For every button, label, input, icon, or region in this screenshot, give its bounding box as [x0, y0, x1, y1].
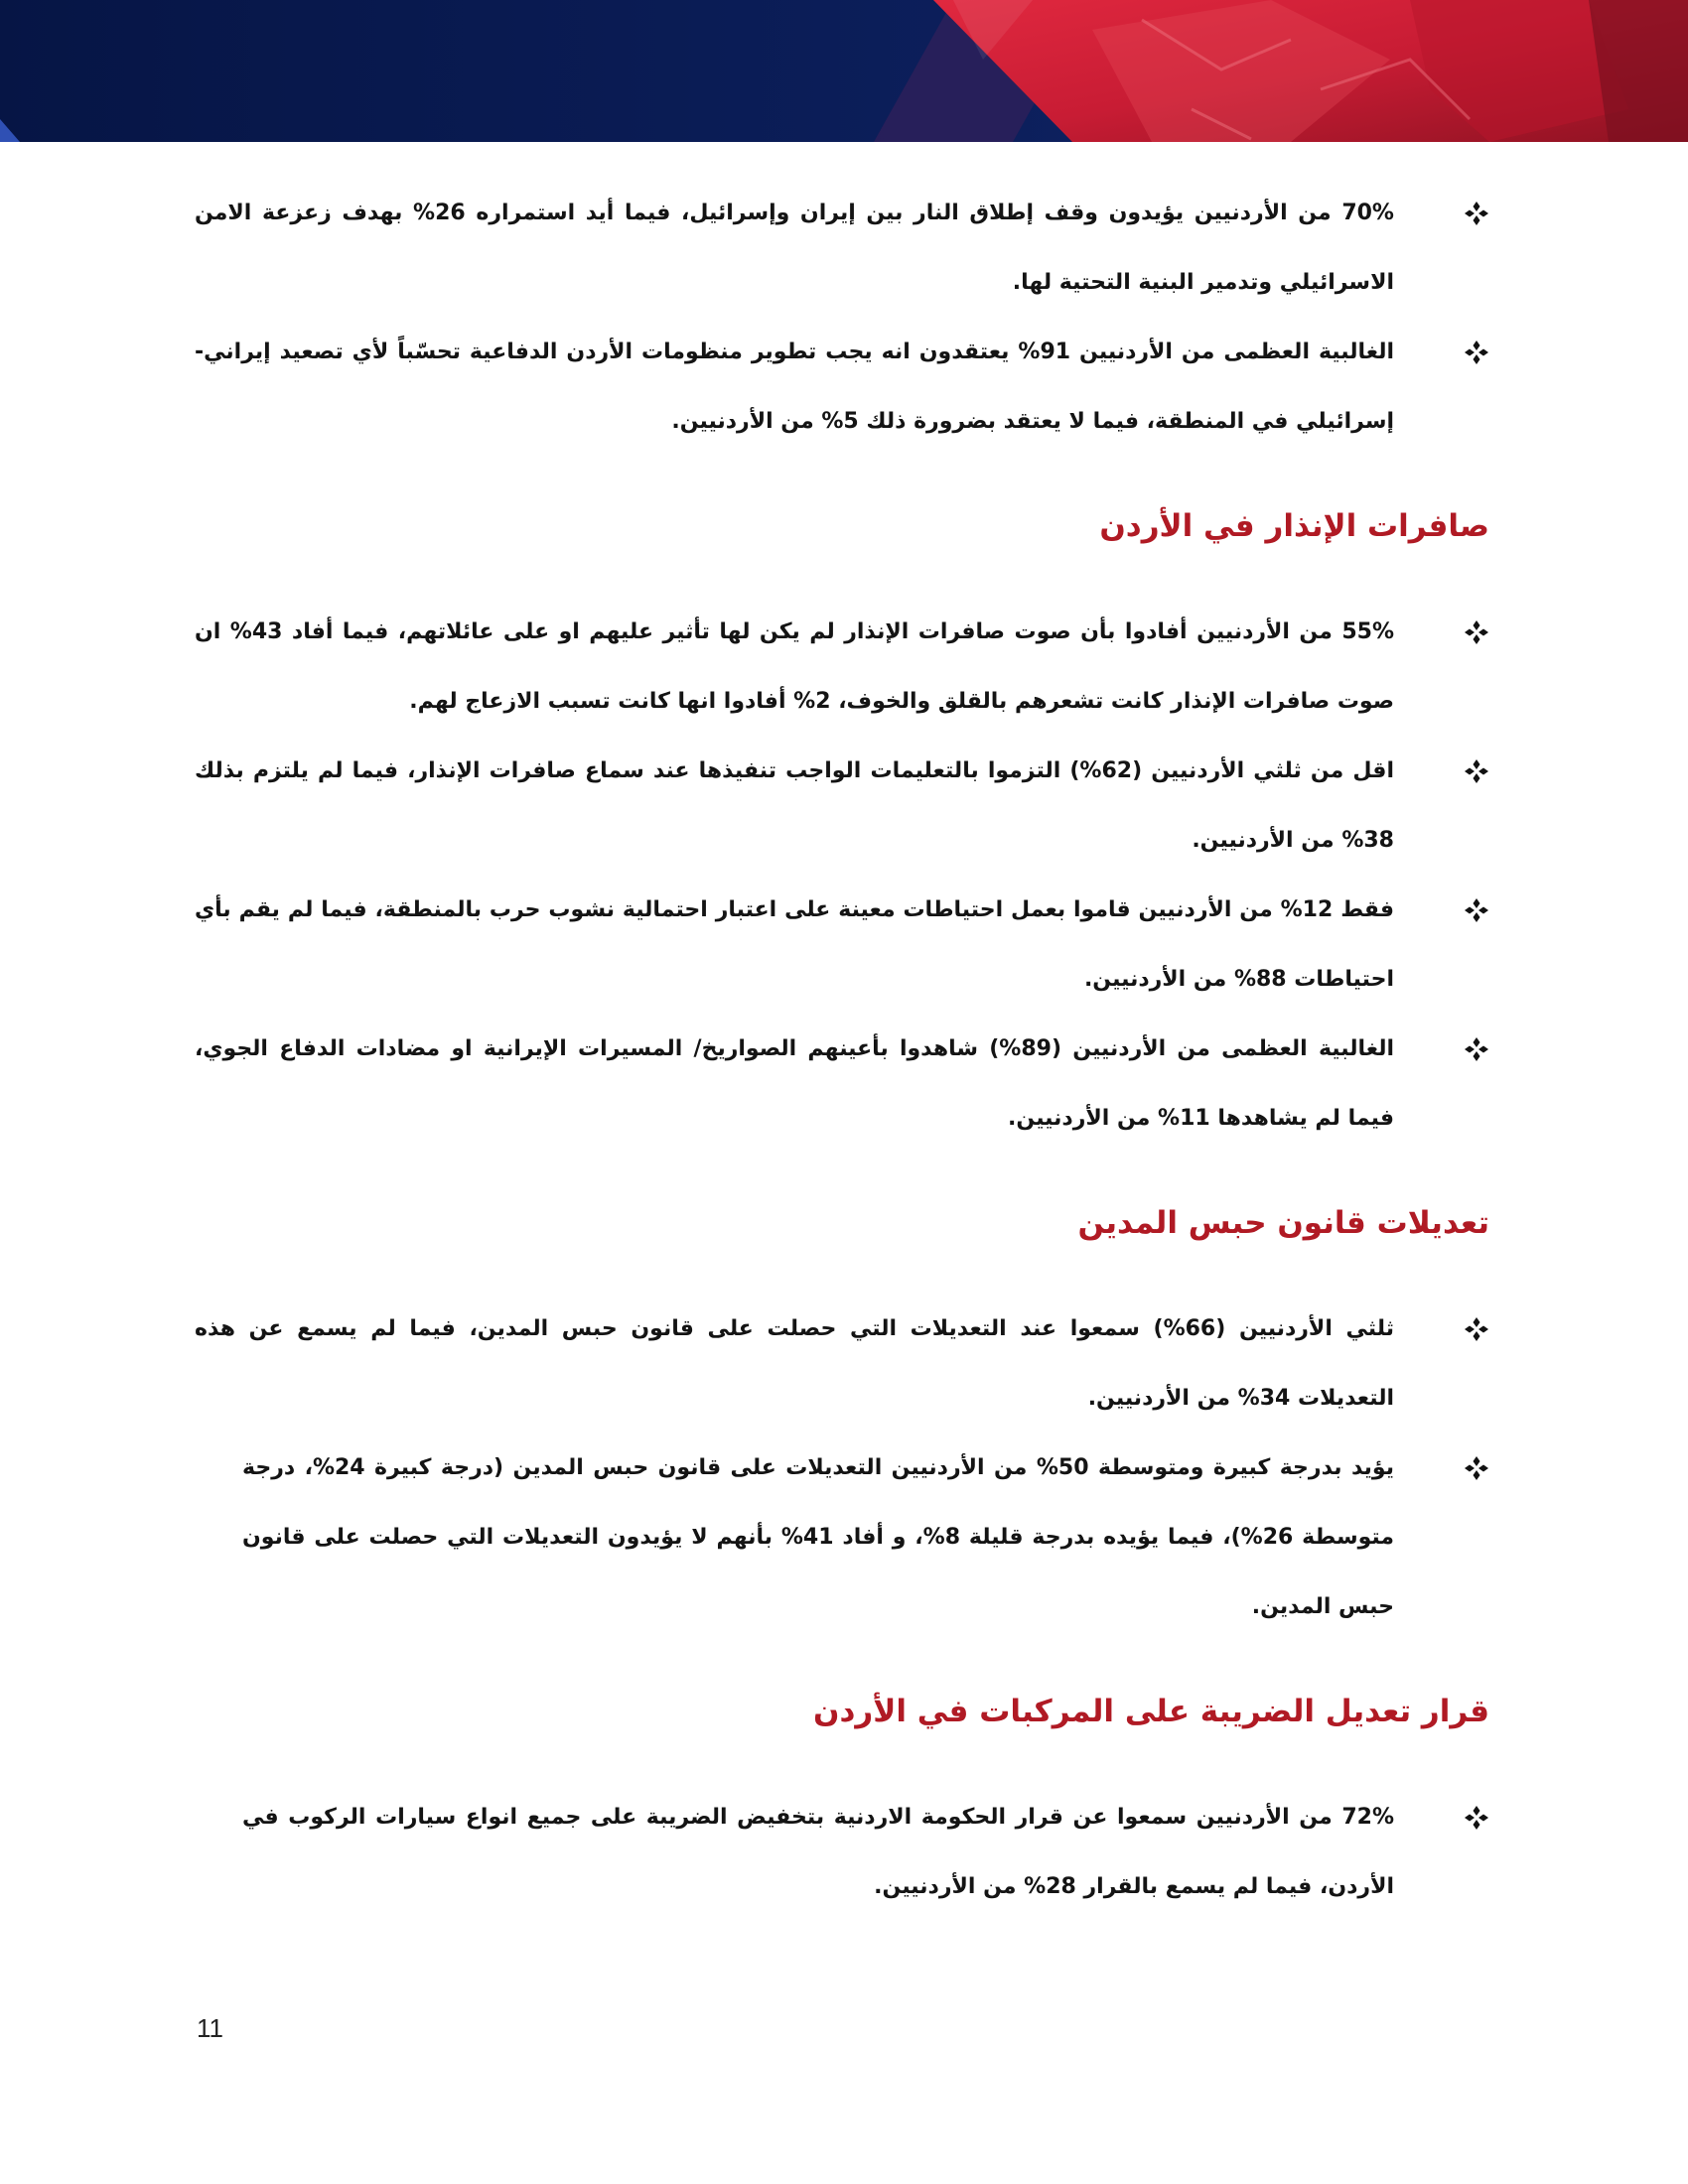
section-heading: تعديلات قانون حبس المدين [1077, 1205, 1489, 1241]
section-sirens [195, 496, 1489, 1154]
list-item-text: 55% من الأردنيين أفادوا بأن صوت صافرات الإنذار لم يكن لها تأثير عليهم او على عائلاتهم، فيما أفاد 43% ان صوت صافرات الإنذار كانت تشعرهم بالقلق والخوف، 2% أفادوا انها كانت تسبب الازعاج لهم. [195, 619, 1394, 714]
intro-findings [195, 179, 1489, 457]
list-item-text: الغالبية العظمى من الأردنيين (89%) شاهدوا بأعينهم الصواريخ/ المسيرات الإيرانية او مضادات الدفاع الجوي، فيما لم يشاهدها 11% من الأردنيين. [195, 1036, 1395, 1131]
diamond-bullet-icon [1464, 1036, 1489, 1062]
list-item-text: 72% من الأردنيين سمعوا عن قرار الحكومة الاردنية بتخفيض الضريبة على جميع انواع سيارات الركوب في الأردن، فيما لم يسمع بالقرار 28% من الأردنيين. [242, 1805, 1394, 1899]
diamond-bullet-icon [1464, 340, 1489, 365]
list-item-text: ثلثي الأردنيين (66%) سمعوا عند التعديلات التي حصلت على قانون حبس المدين، فيما لم يسمع عن هذه التعديلات 34% من الأردنيين. [195, 1316, 1395, 1411]
list-item [195, 737, 1489, 876]
list-item [195, 876, 1489, 1015]
list-item [195, 179, 1489, 318]
list-item [195, 1295, 1489, 1433]
diamond-bullet-icon [1464, 1805, 1489, 1831]
diamond-bullet-icon [1464, 619, 1489, 645]
list-item [195, 598, 1489, 737]
list-item [195, 1015, 1489, 1154]
banner-graphic [0, 0, 1688, 142]
list-item-text: الغالبية العظمى من الأردنيين 91% يعتقدون انه يجب تطوير منظومات الأردن الدفاعية تحسّباً لأي تصعيد إيراني-إسرائيلي في المنطقة، فيما لا يعتقد بضرورة ذلك 5% من الأردنيين. [195, 340, 1395, 434]
header-banner [0, 0, 1688, 142]
list-item [242, 1433, 1489, 1642]
section-vehicle-tax [195, 1682, 1489, 1922]
list-item-text: يؤيد بدرجة كبيرة ومتوسطة 50% من الأردنيين التعديلات على قانون حبس المدين (درجة كبيرة 24%، درجة متوسطة 26%)، فيما يؤيده بدرجة قليلة 8%، و أفاد 41% بأنهم لا يؤيدون التعديلات التي حصلت على قانون حبس المدين. [242, 1455, 1394, 1619]
section-heading: قرار تعديل الضريبة على المركبات في الأردن [813, 1694, 1489, 1729]
diamond-bullet-icon [1464, 758, 1489, 784]
diamond-bullet-icon [1464, 1316, 1489, 1342]
diamond-bullet-icon [1464, 897, 1489, 923]
list-item-text: فقط 12% من الأردنيين قاموا بعمل احتياطات معينة على اعتبار احتمالية نشوب حرب بالمنطقة، فيما لم يقم بأي احتياطات 88% من الأردنيين. [195, 897, 1394, 992]
list-item [195, 318, 1489, 457]
section-debtor-law [195, 1193, 1489, 1642]
list-item-text: 70% من الأردنيين يؤيدون وقف إطلاق النار بين إيران وإسرائيل، فيما أيد استمراره 26% بهدف زعزعة الامن الاسرائيلي وتدمير البنية التحتية لها. [195, 201, 1394, 295]
report-body [195, 179, 1489, 1922]
diamond-bullet-icon [1464, 201, 1489, 226]
list-item-text: اقل من ثلثي الأردنيين (62%) التزموا بالتعليمات الواجب تنفيذها عند سماع صافرات الإنذار، فيما لم يلتزم بذلك 38% من الأردنيين. [195, 758, 1394, 853]
diamond-bullet-icon [1464, 1455, 1489, 1481]
page-number: 11 [197, 2013, 223, 2043]
list-item [242, 1783, 1489, 1922]
section-heading: صافرات الإنذار في الأردن [1099, 508, 1489, 544]
